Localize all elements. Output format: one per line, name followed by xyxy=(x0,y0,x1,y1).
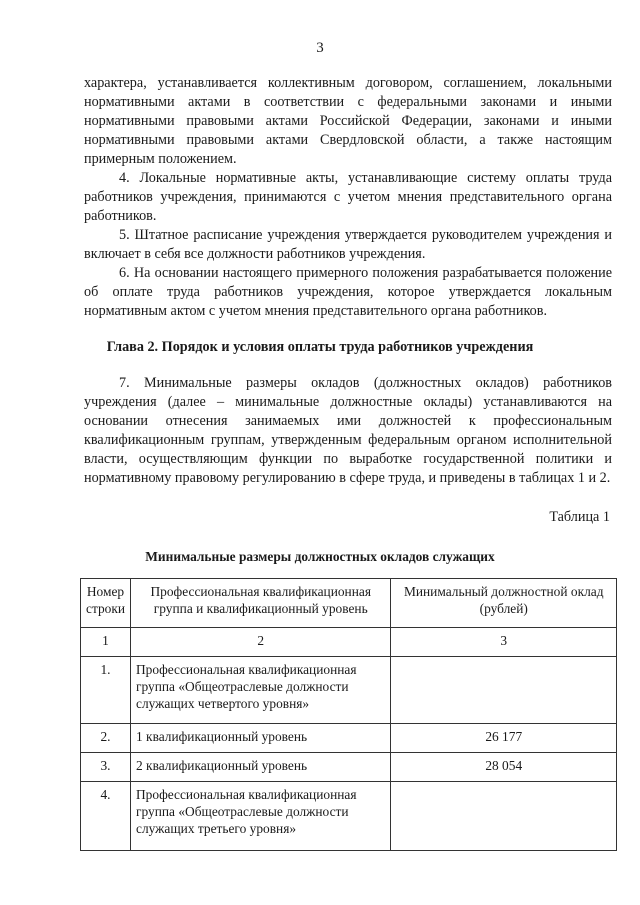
body-text-chapter xyxy=(84,374,612,488)
qualification-name: 1 квалификационный уровень xyxy=(131,724,391,753)
salary-value xyxy=(391,657,617,724)
header-min-salary: Минимальный должностной оклад (рублей) xyxy=(391,579,617,628)
salary-table xyxy=(80,578,617,851)
paragraph-5: 5. Штатное расписание учреждения утверждается руководителем учреждения и включает в себя все должности работников учреждения. xyxy=(84,227,612,262)
intro-paragraph: характера, устанавливается коллективным договором, соглашением, локальными нормативными актами в соответствии с федеральными законами и иными нормативными правовыми актами Российской Федерации, законами и иными нормативными правовыми актами Свердловской области, а также настоящим примерным положением. xyxy=(84,75,612,167)
qualification-name: Профессиональная квалификационная группа «Общеотраслевые должности служащих третьего уровня» xyxy=(131,782,391,851)
row-number: 3. xyxy=(81,753,131,782)
qualification-name: Профессиональная квалификационная группа «Общеотраслевые должности служащих четвертого уровня» xyxy=(131,657,391,724)
paragraph-4: 4. Локальные нормативные акты, устанавливающие систему оплаты труда работников учреждения, принимаются с учетом мнения представительного органа работников. xyxy=(84,170,612,224)
paragraph-7: 7. Минимальные размеры окладов (должностных окладов) работников учреждения (далее – минимальные должностные оклады) устанавливаются на основании отнесения занимаемых ими должностей к профессиональным квалификационным группам, утвержденным федеральным органом исполнительной власти, осуществляющим функции по выработке государственной политики и нормативному правовому регулированию в сфере труда, и приведены в таблицах 1 и 2. xyxy=(84,375,612,486)
salary-value: 28 054 xyxy=(391,753,617,782)
row-number: 1. xyxy=(81,657,131,724)
body-text-top xyxy=(84,74,612,321)
table-row xyxy=(81,753,617,782)
table-row xyxy=(81,782,617,851)
table-label: Таблица 1 xyxy=(549,509,610,525)
table-column-number-row xyxy=(81,628,617,657)
column-number: 1 xyxy=(81,628,131,657)
paragraph-6: 6. На основании настоящего примерного положения разрабатывается положение об оплате труда работников учреждения, которое утверждается локальным нормативным актом с учетом мнения представительного органа работников. xyxy=(84,265,612,319)
column-number: 3 xyxy=(391,628,617,657)
row-number: 4. xyxy=(81,782,131,851)
table-header-row xyxy=(81,579,617,628)
column-number: 2 xyxy=(131,628,391,657)
header-row-number: Номер строки xyxy=(81,579,131,628)
salary-value xyxy=(391,782,617,851)
header-qualification-group: Профессиональная квалификационная группа и квалификационный уровень xyxy=(131,579,391,628)
chapter-heading: Глава 2. Порядок и условия оплаты труда работников учреждения xyxy=(106,339,534,355)
salary-value: 26 177 xyxy=(391,724,617,753)
table-row xyxy=(81,657,617,724)
table-title: Минимальные размеры должностных окладов служащих xyxy=(145,549,495,564)
page-number: 3 xyxy=(316,40,324,56)
table-row xyxy=(81,724,617,753)
qualification-name: 2 квалификационный уровень xyxy=(131,753,391,782)
row-number: 2. xyxy=(81,724,131,753)
